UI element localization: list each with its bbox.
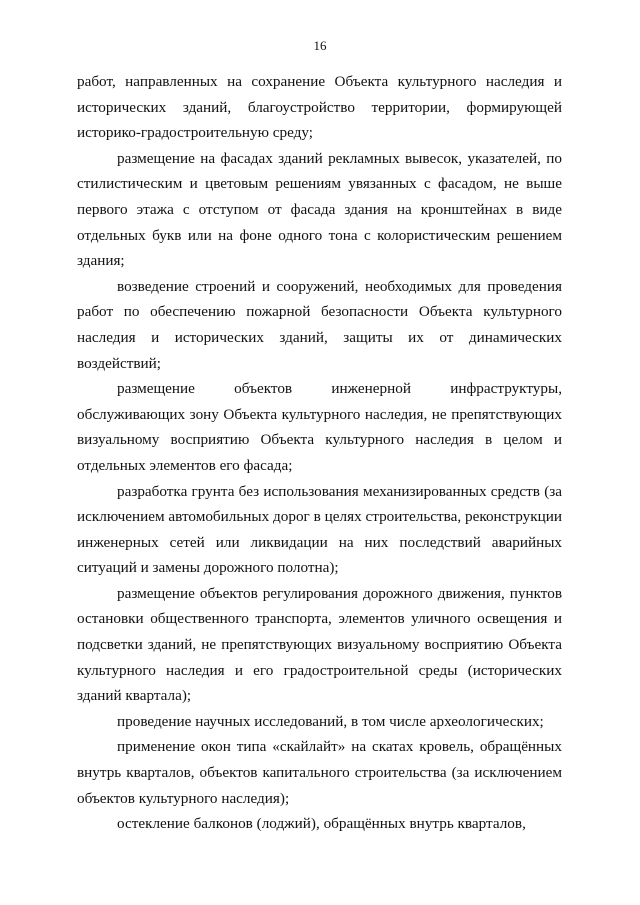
paragraph-fire-safety: возведение строений и сооружений, необходимых для проведения работ по обеспечению пожарной безопасности Объекта культурного наследия и исторических зданий, защиты их от динамических воздействий; [77, 277, 562, 372]
paragraph-signage: размещение на фасадах зданий рекламных вывесок, указателей, по стилистическим и цветовым решениям увязанных с фасадом, не выше первого этажа с отступом от фасада здания на кронштейнах в виде отдельных букв или на фоне одного тона с колористическим решением здания; [77, 149, 562, 270]
paragraph-infrastructure: размещение объектов инженерной инфраструктуры, обслуживающих зону Объекта культурного наследия, не препятствующих визуальному восприятию Объекта культурного наследия в целом и отдельных элементов его фасада; [77, 380, 562, 474]
paragraph-research: проведение научных исследований, в том числе археологических; [117, 712, 544, 730]
paragraph-earthworks: разработка грунта без использования механизированных средств (за исключением автомобильных дорог в целях строительства, реконструкции инженерных сетей или ликвидации на них последствий аварийных ситуаций и замены дорожного полотна); [77, 482, 562, 577]
paragraph-continuation: работ, направленных на сохранение Объекта культурного наследия и исторических зданий, благоустройство территории, формирующей историко-градостроительную среду; [77, 73, 562, 142]
paragraph-traffic-objects: размещение объектов регулирования дорожного движения, пунктов остановки общественного транспорта, элементов уличного освещения и подсветки зданий, не препятствующих визуальному восприятию Объекта культурного наследия и его градостроительной среды (исторических зданий квартала); [77, 584, 562, 705]
page-number: 16 [313, 38, 327, 53]
body-text [77, 69, 562, 837]
paragraph-skylight: применение окон типа «скайлайт» на скатах кровель, обращённых внутрь кварталов, объектов капитального строительства (за исключением объектов культурного наследия); [77, 738, 562, 807]
paragraph-balcony-glazing: остекление балконов (лоджий), обращённых внутрь кварталов, [117, 815, 526, 833]
